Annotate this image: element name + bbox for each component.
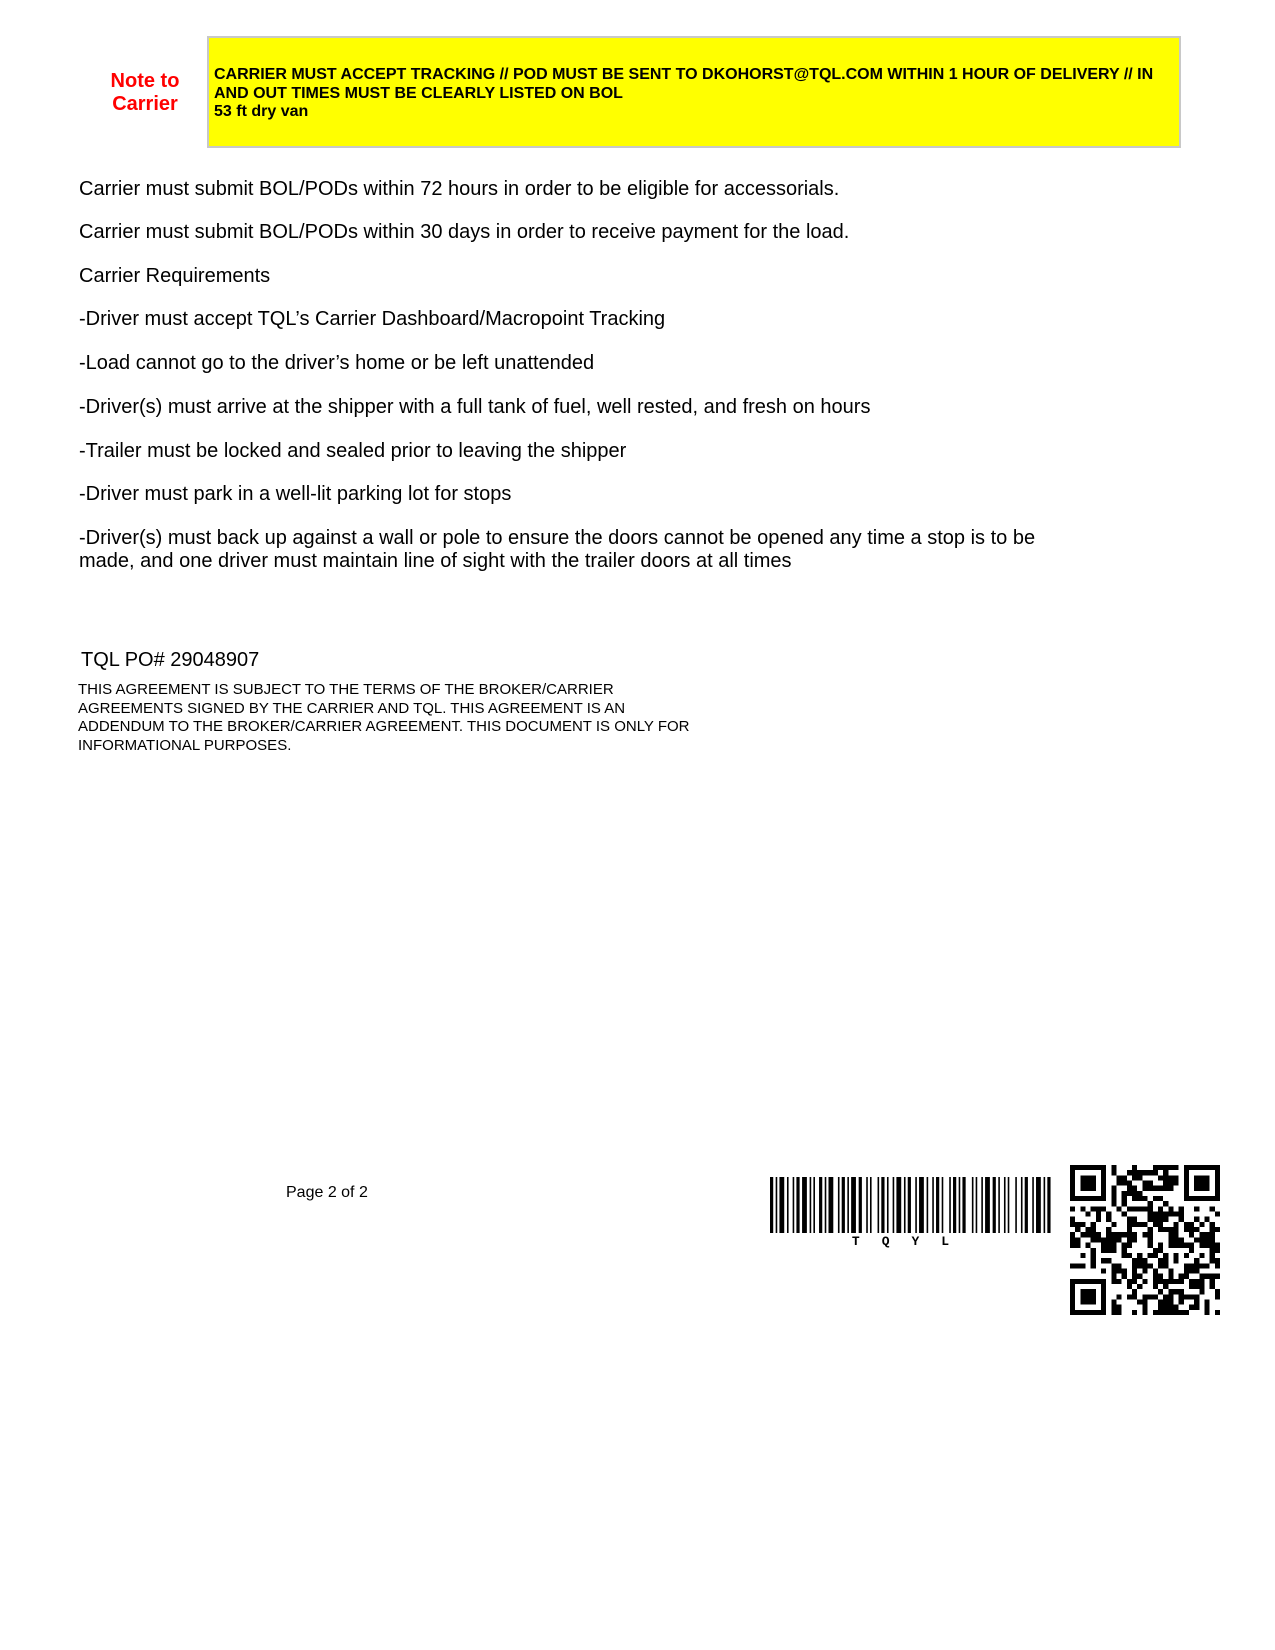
agreement-line2: AGREEMENTS SIGNED BY THE CARRIER AND TQL. THIS AGREEMENT IS AN <box>78 699 626 717</box>
barcode-icon <box>770 1177 1053 1233</box>
requirement-tracking: -Driver must accept TQL’s Carrier Dashboard/Macropoint Tracking <box>79 308 666 330</box>
note-to-carrier-label <box>100 70 190 116</box>
note-label-line1: Note to <box>110 70 180 92</box>
carrier-requirements-heading: Carrier Requirements <box>79 265 271 287</box>
carrier-note-box <box>207 36 1181 148</box>
requirement-fuel-rest: -Driver(s) must arrive at the shipper with a full tank of fuel, well rested, and fresh on hours <box>79 396 871 418</box>
requirement-parking: -Driver must park in a well-lit parking lot for stops <box>79 483 512 505</box>
note-label-line2: Carrier <box>112 93 178 115</box>
requirement-back-up-line2: made, and one driver must maintain line of sight with the trailer doors at all times <box>79 550 792 572</box>
barcode <box>770 1177 1053 1249</box>
page-number: Page 2 of 2 <box>286 1184 368 1201</box>
agreement-line4: INFORMATIONAL PURPOSES. <box>78 736 292 754</box>
accessorials-deadline-text: Carrier must submit BOL/PODs within 72 hours in order to be eligible for accessorials. <box>79 178 840 200</box>
note-line-3: 53 ft dry van <box>214 103 309 120</box>
requirement-unattended: -Load cannot go to the driver’s home or be left unattended <box>79 352 595 374</box>
agreement-line1: THIS AGREEMENT IS SUBJECT TO THE TERMS OF THE BROKER/CARRIER <box>78 681 614 698</box>
barcode-text: TQYL <box>851 1234 972 1249</box>
agreement-disclaimer <box>78 681 798 755</box>
requirement-locked-sealed: -Trailer must be locked and sealed prior to leaving the shipper <box>79 440 627 462</box>
note-line-1: CARRIER MUST ACCEPT TRACKING // POD MUST BE SENT TO DKOHORST@TQL.COM WITHIN 1 HOUR OF DELIVERY // IN <box>214 66 1154 83</box>
qr-code-icon <box>1070 1165 1220 1315</box>
agreement-line3: ADDENDUM TO THE BROKER/CARRIER AGREEMENT. THIS DOCUMENT IS ONLY FOR <box>78 718 690 735</box>
note-line-2: AND OUT TIMES MUST BE CLEARLY LISTED ON BOL <box>214 84 623 102</box>
po-number: TQL PO# 29048907 <box>81 649 260 671</box>
payment-deadline-text: Carrier must submit BOL/PODs within 30 days in order to receive payment for the load. <box>79 221 850 243</box>
requirement-back-up <box>79 527 1099 573</box>
requirement-back-up-line1: -Driver(s) must back up against a wall or pole to ensure the doors cannot be opened any time a stop is to be <box>79 527 1036 549</box>
